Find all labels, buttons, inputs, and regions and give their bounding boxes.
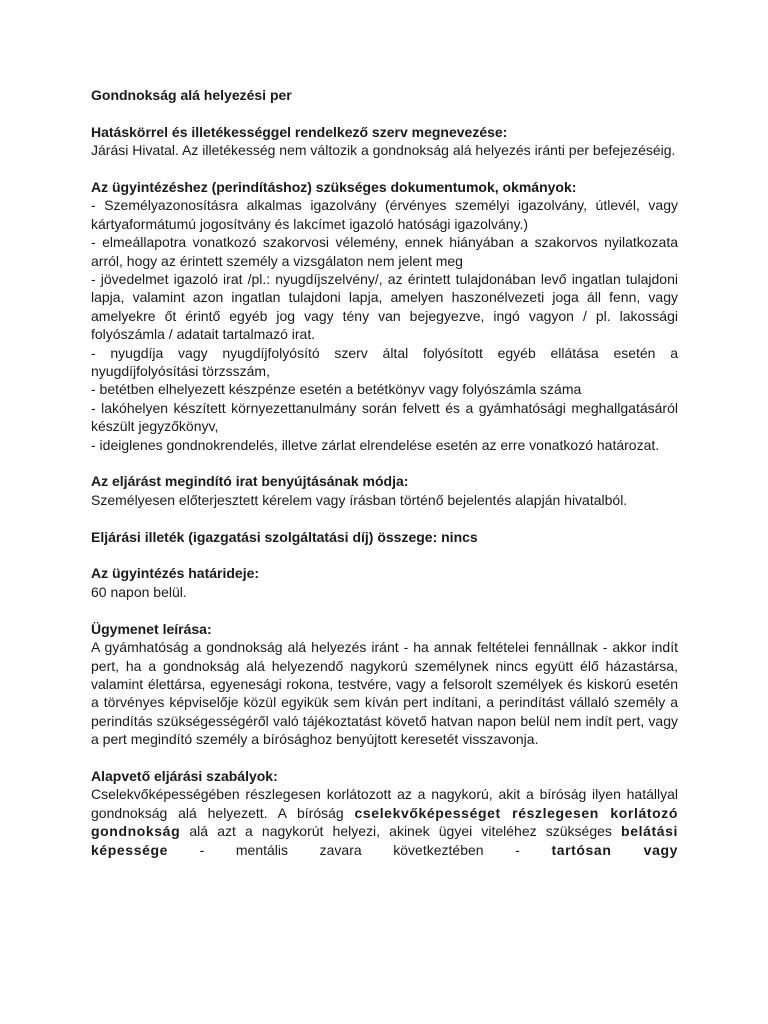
rules-text [91, 785, 678, 859]
documents-item: - ideiglenes gondnokrendelés, illetve zárlat elrendelése esetén az erre vonatkozó határozat. [91, 436, 660, 453]
documents-item: - jövedelmet igazoló irat /pl.: nyugdíjszelvény/, az érintett tulajdonában levő ingatlan tulajdoni lapja, valamint azon ingatlan tulajdoni lapja, amelyen haszonélvezeti joga áll fenn, vagy amelyekre őt érintő egyéb jog vagy tény van bejegyezve, ingó vagyon / pl. lakossági folyószámla / adatait tartalmazó irat. [91, 271, 678, 343]
documents-item: - betétben elhelyezett készpénze esetén a betétkönyv vagy folyószámla száma [91, 381, 582, 398]
authority-heading: Hatáskörrel és illetékességgel rendelkező szerv megnevezése: [91, 123, 508, 140]
document-title: Gondnokság alá helyezési per [91, 87, 292, 103]
rules-emphasis: tartósan vagy [551, 841, 678, 858]
deadline-text: 60 napon belül. [91, 583, 187, 600]
procedure-heading: Ügymenet leírása: [91, 620, 212, 637]
procedure-text: A gyámhatóság a gondnokság alá helyezés iránt - ha annak feltételei fennállnak - akkor indít pert, ha a gondnokság alá helyezendő nagykorú személynek nincs együtt élő házastársa, valamint élettársa, egyenesági rokona, testvére, vagy a felsorolt személyek és kiskorú esetén a törvényes képviselője közül egyikük sem kíván pert indítani, a perindítást vállaló személy a perindítás szükségességéről való tájékoztatást követő hatvan napon belül nem indít pert, vagy a pert megindító személy a bírósághoz benyújtott keresetét visszavonja. [91, 639, 678, 748]
rules-text-part: - mentális zavara következtében - [199, 841, 520, 858]
documents-item: - Személyazonosításra alkalmas igazolvány (érvényes személyi igazolvány, útlevél, vagy kártyaformátumú jogosítvány és lakcímet igazoló hatósági igazolvány.) [91, 197, 678, 232]
documents-item: - nyugdíja vagy nyugdíjfolyósító szerv által folyósított egyéb ellátása esetén a nyugdíjfolyósítási törzsszám, [91, 344, 678, 380]
documents-item: - elmeállapotra vonatkozó szakorvosi vélemény, ennek hiányában a szakorvos nyilatkozata arról, hogy az érintett személy a vizsgálaton nem jelent meg [91, 234, 678, 269]
document-body [91, 86, 678, 859]
submission-text: Személyesen előterjesztett kérelem vagy írásban történő bejelentés alapján hivatalból. [91, 491, 628, 508]
submission-heading: Az eljárást megindító irat benyújtásának módja: [91, 473, 409, 490]
documents-heading: Az ügyintézéshez (perindításhoz) szükséges dokumentumok, okmányok: [91, 179, 577, 195]
documents-item: - lakóhelyen készített környezettanulmány során felvett és a gyámhatósági meghallgatásáról készült jegyzőkönyv, [91, 399, 678, 435]
fee-heading: Eljárási illeték (igazgatási szolgáltatási díj) összege: nincs [91, 528, 478, 545]
authority-text: Járási Hivatal. Az illetékesség nem változik a gondnokság alá helyezés iránti per befejezéséig. [91, 142, 676, 159]
rules-emphasis: belátási képessége [91, 823, 678, 858]
deadline-heading: Az ügyintézés határideje: [91, 565, 260, 582]
rules-text-part: Cselekvőképességében részlegesen korlátozott az a nagykorú, akit a bíróság ilyen hatállyal gondnokság alá helyezett. A bíróság [91, 786, 678, 821]
rules-emphasis: cselekvőképességet részlegesen korlátozó gondnokság [91, 804, 678, 840]
rules-heading: Alapvető eljárási szabályok: [91, 767, 278, 784]
rules-text-part: alá azt a nagykorút helyezi, akinek ügyei viteléhez szükséges [189, 823, 612, 840]
